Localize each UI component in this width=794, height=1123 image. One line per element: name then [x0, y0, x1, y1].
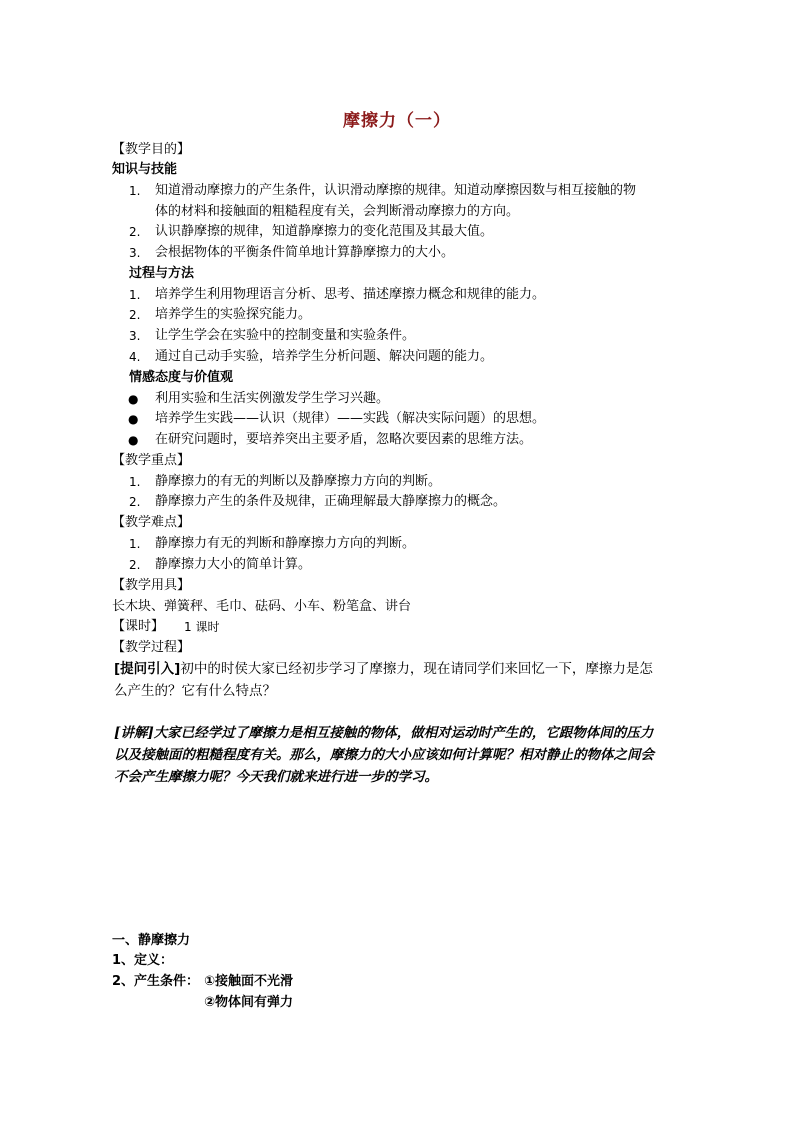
process-item-1-text: 培养学生利用物理语言分析、思考、描述摩擦力概念和规律的能力。: [155, 287, 546, 302]
section1-condition-label: 2、产生条件：: [112, 974, 200, 989]
difficulty-1-num: 1.: [129, 537, 141, 551]
process-item-3-num: 3.: [129, 329, 141, 343]
tools-header: 【教学用具】: [112, 578, 191, 593]
key-point-2-text: 静摩擦力产生的条件及规律，正确理解最大静摩擦力的概念。: [155, 494, 507, 509]
knowledge-item-2-num: 2.: [129, 225, 141, 239]
knowledge-item-1-num: 1.: [129, 184, 141, 198]
explain-line-2: 以及接触面的粗糙程度有关。那么，摩擦力的大小应该如何计算呢？相对静止的物体之间会: [114, 747, 654, 763]
intro-line-2: 么产生的？它有什么特点？: [114, 683, 276, 699]
process-header: 【教学过程】: [112, 640, 191, 655]
process-item-2-text: 培养学生的实验探究能力。: [155, 307, 312, 322]
attitude-item-3: 在研究问题时，要培养突出主要矛盾，忽略次要因素的思维方法。: [155, 432, 533, 447]
process-item-4-num: 4.: [129, 350, 141, 364]
explain-line-3: 不会产生摩擦力呢？今天我们就来进行进一步的学习。: [114, 769, 438, 785]
process-heading: 过程与方法: [129, 266, 195, 281]
attitude-bullet-1: ●: [128, 392, 139, 406]
section1-definition: 1、定义：: [112, 953, 174, 968]
process-item-3-text: 让学生学会在实验中的控制变量和实验条件。: [155, 328, 416, 343]
attitude-heading: 情感态度与价值观: [129, 370, 234, 385]
knowledge-item-3-text: 会根据物体的平衡条件简单地计算静摩擦力的大小。: [155, 245, 455, 260]
page-title: 摩擦力（一）: [343, 111, 451, 131]
process-item-4-text: 通过自己动手实验，培养学生分析问题、解决问题的能力。: [155, 349, 494, 364]
objectives-header: 【教学目的】: [112, 142, 191, 157]
knowledge-item-3-num: 3.: [129, 246, 141, 260]
difficulty-1-text: 静摩擦力有无的判断和静摩擦力方向的判断。: [155, 536, 416, 551]
process-item-1-num: 1.: [129, 288, 141, 302]
knowledge-item-1-line-1: 知道滑动摩擦力的产生条件，认识滑动摩擦的规律。知道动摩擦因数与相互接触的物: [155, 183, 637, 198]
attitude-bullet-3: ●: [128, 433, 139, 447]
process-item-2-num: 2.: [129, 308, 141, 322]
difficulty-2-num: 2.: [129, 558, 141, 572]
attitude-item-1: 利用实验和生活实例激发学生学习兴趣。: [155, 391, 390, 406]
period-value: 1 课时: [184, 620, 220, 634]
knowledge-heading: 知识与技能: [112, 162, 178, 177]
section1-condition-1: ①接触面不光滑: [204, 974, 294, 989]
intro-text-1: 初中的时侯大家已经初步学习了摩擦力，现在请同学们来回忆一下，摩擦力是怎: [180, 661, 653, 677]
key-point-1-text: 静摩擦力的有无的判断以及静摩擦力方向的判断。: [155, 474, 442, 489]
tools-list: 长木块、弹簧秤、毛巾、砝码、小车、粉笔盒、讲台: [112, 599, 412, 614]
difficulties-header: 【教学难点】: [112, 515, 191, 530]
attitude-bullet-2: ●: [128, 412, 139, 426]
knowledge-item-1-line-2: 体的材料和接触面的粗糙程度有关，会判断滑动摩擦力的方向。: [155, 204, 520, 219]
section1-condition-2: ②物体间有弹力: [204, 995, 294, 1010]
intro-tag: [提问引入]: [114, 661, 181, 677]
key-point-1-num: 1.: [129, 475, 141, 489]
key-point-2-num: 2.: [129, 495, 141, 509]
knowledge-item-2-text: 认识静摩擦的规律，知道静摩擦力的变化范围及其最大值。: [155, 224, 494, 239]
explain-line-1: [讲解]大家已经学过了摩擦力是相互接触的物体，做相对运动时产生的，它跟物体间的压力: [114, 725, 654, 741]
section1-heading: 一、静摩擦力: [112, 933, 191, 948]
period-header: 【课时】: [112, 619, 165, 634]
key-points-header: 【教学重点】: [112, 453, 191, 468]
attitude-item-2: 培养学生实践——认识（规律）——实践（解决实际问题）的思想。: [155, 411, 546, 426]
intro-line-1: [114, 657, 653, 681]
difficulty-2-text: 静摩擦力大小的简单计算。: [155, 557, 312, 572]
